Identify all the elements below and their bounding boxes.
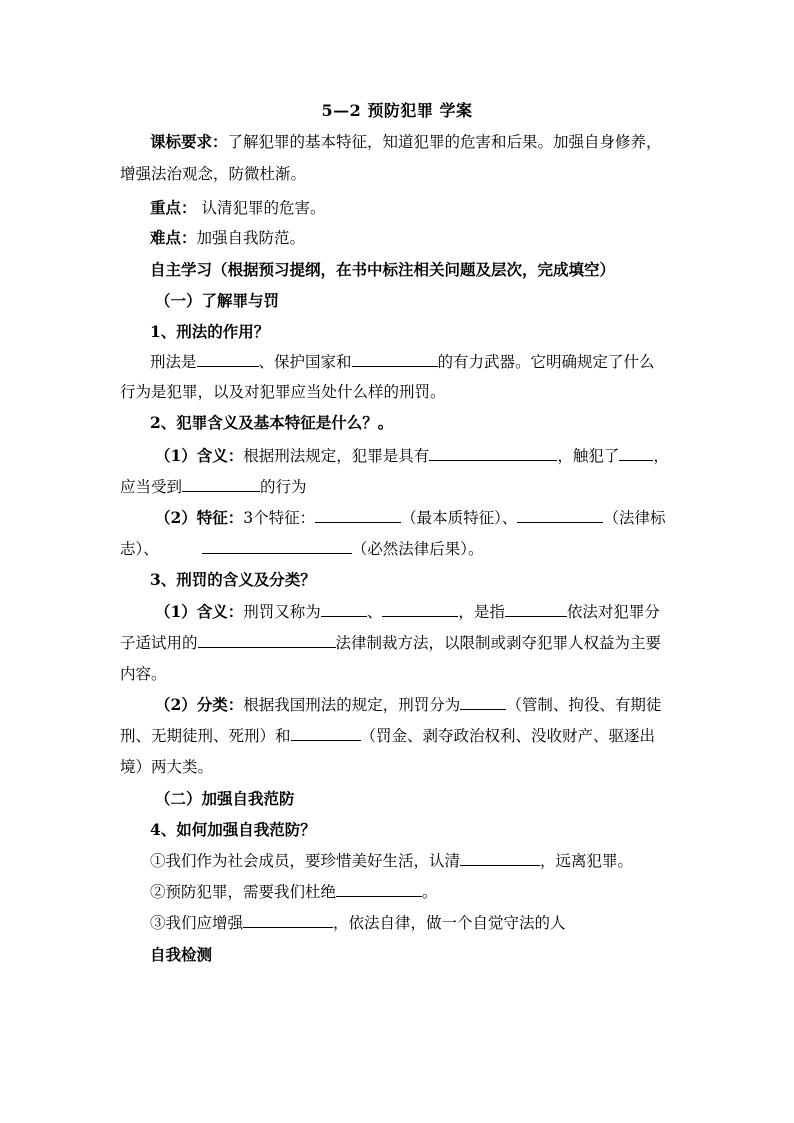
- fill-blank[interactable]: [517, 508, 603, 523]
- key-point-text: 认清犯罪的危害。: [196, 199, 326, 217]
- requirements-text: 了解犯罪的基本特征，知道犯罪的危害和后果。加强自身修养，: [227, 133, 662, 151]
- fill-blank[interactable]: [505, 602, 567, 617]
- text-segment: 、保护国家和: [258, 353, 352, 371]
- question-2-part-1: [155, 446, 715, 466]
- text-segment: 刑、无期徒刑、死刑）和: [120, 727, 291, 745]
- text-segment: ②预防犯罪，需要我们杜绝: [150, 883, 337, 901]
- text-segment: （管制、拘役、有期徒: [506, 696, 662, 714]
- text-segment: 。: [422, 883, 438, 901]
- section-1-heading: （一）了解罪与罚: [155, 291, 280, 310]
- requirements-line-2: 增强法治观念，防微杜渐。: [120, 165, 307, 183]
- part-label: （2）特征：: [155, 508, 244, 527]
- self-check-heading: 自我检测: [150, 945, 213, 964]
- question-3-part-2: [155, 695, 715, 715]
- requirements-line: [150, 132, 710, 152]
- requirements-label: 课标要求：: [150, 132, 228, 151]
- text-segment: 、: [366, 603, 383, 621]
- fill-blank[interactable]: [202, 539, 352, 554]
- text-segment: （罚金、剥夺政治权利、没收财产、驱逐出: [360, 727, 656, 745]
- text-segment: （最本质特征）、: [401, 509, 518, 527]
- question-3-title: 3、刑罚的含义及分类？: [150, 570, 316, 589]
- text-segment: ，是指: [458, 603, 505, 621]
- self-study-heading: 自主学习（根据预习提纲，在书中标注相关问题及层次，完成填空）: [150, 260, 616, 279]
- text-segment: ，依法自律，做一个自觉守法的人: [333, 914, 566, 932]
- question-1-line-1: [150, 352, 710, 372]
- section-2-heading: （二）加强自我范防: [155, 789, 295, 808]
- difficulty-line: [150, 228, 710, 248]
- fill-blank[interactable]: [619, 446, 653, 461]
- fill-blank[interactable]: [352, 352, 438, 367]
- text-segment: ①我们作为社会成员，要珍惜美好生活，认清: [150, 852, 461, 870]
- part-label: （2）分类：: [155, 695, 244, 714]
- fill-blank[interactable]: [243, 913, 333, 928]
- key-point-label: 重点：: [150, 198, 197, 217]
- question-3-part-2-line-2: [120, 726, 680, 746]
- text-segment: 刑罚又称为: [243, 603, 321, 621]
- text-segment: ③我们应增强: [150, 914, 244, 932]
- question-2-part-2-line-2: [120, 539, 680, 559]
- text-segment: 志）、: [120, 540, 164, 558]
- question-2-title: 2、犯罪含义及基本特征是什么？。: [150, 413, 394, 432]
- fill-blank[interactable]: [382, 602, 458, 617]
- fill-blank[interactable]: [198, 633, 336, 648]
- text-segment: 的有力武器。它明确规定了什么: [437, 353, 655, 371]
- fill-blank[interactable]: [429, 446, 557, 461]
- text-segment: 子适试用的: [120, 634, 198, 652]
- question-1-title: 1、刑法的作用？: [150, 322, 270, 341]
- question-3-part-1: [155, 602, 715, 622]
- question-3-part-1-line-2: [120, 633, 680, 653]
- question-4-item-3: [150, 913, 710, 933]
- question-4-item-1: [150, 851, 710, 871]
- text-segment: 根据刑法规定，犯罪是具有: [243, 447, 430, 465]
- question-2-part-1-line-2: [120, 477, 680, 497]
- difficulty-text: 加强自我防范。: [196, 229, 306, 247]
- fill-blank[interactable]: [321, 602, 367, 617]
- part-label: （1）含义：: [155, 602, 244, 621]
- question-2-part-2: [155, 508, 715, 528]
- text-segment: ，: [653, 447, 669, 465]
- text-segment: （必然法律后果）。: [351, 540, 484, 558]
- text-segment: （法律标: [603, 509, 666, 527]
- text-segment: 应当受到: [120, 478, 183, 496]
- difficulty-label: 难点：: [150, 228, 197, 247]
- key-point-line: [150, 198, 710, 218]
- fill-blank[interactable]: [315, 508, 401, 523]
- text-segment: ，远离犯罪。: [540, 852, 634, 870]
- question-4-title: 4、如何加强自我范防？: [150, 820, 316, 839]
- question-3-part-1-line-3: 内容。: [120, 665, 167, 683]
- fill-blank[interactable]: [197, 352, 259, 367]
- fill-blank[interactable]: [291, 726, 361, 741]
- fill-blank[interactable]: [336, 882, 422, 897]
- text-segment: 依法对犯罪分: [566, 603, 660, 621]
- text-segment: 3个特征：: [243, 509, 316, 527]
- fill-blank[interactable]: [460, 695, 506, 710]
- text-segment: 的行为: [260, 478, 307, 496]
- part-label: （1）含义：: [155, 446, 244, 465]
- question-1-line-2: 行为是犯罪，以及对犯罪应当处什么样的刑罚。: [120, 383, 446, 401]
- question-4-item-2: [150, 882, 710, 902]
- text-segment: 法律制裁方法，以限制或剥夺犯罪人权益为主要: [335, 634, 662, 652]
- fill-blank[interactable]: [460, 851, 540, 866]
- page-title: 5—2 预防犯罪 学案: [321, 101, 473, 120]
- text-segment: 根据我国刑法的规定，刑罚分为: [243, 696, 461, 714]
- text-segment: ，触犯了: [557, 447, 620, 465]
- text-segment: 刑法是: [150, 353, 197, 371]
- fill-blank[interactable]: [182, 477, 260, 492]
- question-3-part-2-line-3: 境）两大类。: [120, 758, 214, 776]
